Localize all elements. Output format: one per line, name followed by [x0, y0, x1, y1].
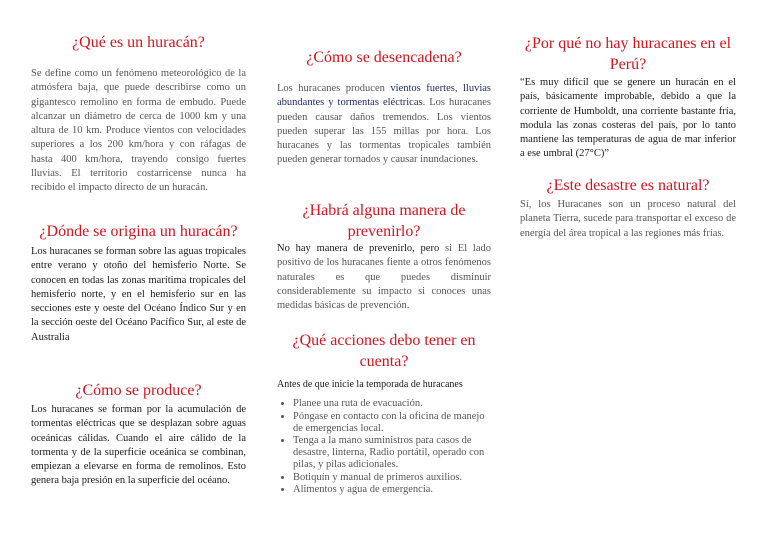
section-body: Los huracanes producen vientos fuertes, lluvias abundantes y tormentas eléctricas. Los huracanes pueden causar daños tremendos. Los vientos pueden superar las 155 millas por hora. Los huracanes y las tormentas tropicales también pueden generar tornados y causar inundaciones.: [277, 83, 491, 166]
section-como-se-produce: [31, 381, 246, 489]
section-prevenirlo: [277, 200, 491, 313]
list-item: • Alimentos y agua de emergencia.: [293, 484, 491, 496]
section-acciones: [277, 330, 491, 496]
section-title: ¿Qué acciones debo tener en cuenta?: [292, 332, 476, 370]
section-title: ¿Por qué no hay huracanes en el Perú?: [524, 35, 732, 73]
section-body: Los huracanes se forman sobre las aguas tropicales entre verano y otoño del hemisferio Norte. Se conocen en todas las zonas marítima tropicales del hemisferio norte, y en el hemisferio sur en las secciones este y oeste del Océano Índico Sur y en la sección oeste del Océano Pacífico Sur, al este de Australia: [31, 246, 246, 343]
section-title: ¿Este desastre es natural?: [546, 177, 710, 194]
list-item: • Botiquín y manual de primeros auxilios.: [293, 472, 491, 484]
section-title: ¿Dónde se origina un huracán?: [39, 223, 238, 240]
section-peru: [520, 33, 736, 162]
section-como-se-desencadena: [277, 48, 491, 168]
section-body: Se define como un fenómeno meteorológico de la atmósfera baja, que puede describirse como un gigantesco remolino en forma de embudo. Puede alcanzar un diámetro de cerca de 1000 km y una altura de 10 km. Produce vientos con velocidades superiores a los 200 km/hora y con ráfagas de hasta 400 km/hora, trayendo consigo fuertes lluvias. El territorio costarricense nunca ha recibido el impacto directo de un huracán.: [31, 68, 246, 194]
section-title: ¿Cómo se desencadena?: [306, 49, 462, 66]
section-intro: Antes de que inicie la temporada de huracanes: [277, 379, 463, 390]
action-list: [277, 398, 491, 496]
section-que-es: [31, 33, 246, 196]
section-body: No hay manera de prevenirlo, pero si El lado positivo de los huracanes fiente a otros fenómenos naturales es que puedes disminuir considerablemente su impacto si conoces unas medidas básicas de prevención.: [277, 243, 491, 312]
section-desastre-natural: [520, 176, 736, 241]
list-item: • Planee una ruta de evacuación.: [293, 398, 491, 410]
section-donde-se-origina: [31, 221, 246, 345]
list-item: • Póngase en contacto con la oficina de manejo de emergencias local.: [293, 411, 491, 435]
section-body: “Es muy difícil que se genere un huracán en el país, básicamente improbable, debido a que la corriente de Humboldt, una corriente bastante fría, modula las zonas costeras del país, por lo tanto mantiene las temperaturas de agua de mar inferior a ese umbral (27°C)”: [520, 77, 736, 160]
section-title: ¿Qué es un huracán?: [72, 34, 205, 51]
section-body: Los huracanes se forman por la acumulación de tormentas eléctricas que se desplazan sobre aguas oceánicas cálidas. Cuando el aire cálido de la tormenta y de la superficie oceánica se combinan, empiezan a elevarse en forma de remolinos. Esto genera baja presión en la superficie del océano.: [31, 404, 246, 487]
section-body: Sí, los Huracanes son un proceso natural del planeta Tierra, sucede para transportar el exceso de energía del área tropical a las regiones más frías.: [520, 199, 736, 239]
section-title: ¿Cómo se produce?: [75, 382, 202, 399]
section-title: ¿Habrá alguna manera de prevenirlo?: [302, 202, 466, 240]
list-item: • Tenga a la mano suministros para casos de desastre, linterna, Radio portátil, operado con pilas, y pilas adicionales.: [293, 435, 491, 472]
